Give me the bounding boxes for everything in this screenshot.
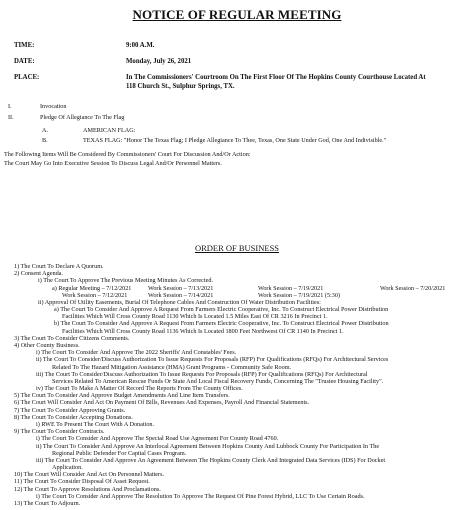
agenda-line: 4) Other County Business. — [14, 342, 80, 349]
texas-flag-pledge: TEXAS FLAG: "Honor The Texas Flag; I Pledge Allegiance To Thee, Texas, One State Under God, One And Indivisible." — [83, 137, 387, 144]
minutes-date: Work Session – 7/14/2021 — [148, 291, 214, 299]
agenda-line: b) The Court To Consider And Approve A Request From Farmers Electric Cooperative, Inc. To Construct Electrical Power Distribution — [54, 320, 389, 328]
american-flag: AMERICAN FLAG: — [83, 127, 136, 134]
agenda-line: Facilities Which Will Cross County Road 1136 Which Is Located 1800 Feet Northwest Of CR 1140 In Precinct 1. — [62, 327, 344, 335]
minutes-date: Work Session – 7/19/2021 — [258, 284, 324, 292]
letter-a: A. — [42, 127, 49, 134]
invocation: Invocation — [40, 103, 67, 110]
agenda-line: iii) The Court To Consider/Discuss Authorization To Issue Requests For Proposals (RFP) For Qualifications (RFQs) For Architectural — [36, 370, 368, 378]
minutes-date: Work Session – 7/13/2021 — [148, 284, 214, 292]
time-label: TIME: — [14, 42, 35, 49]
agenda-line: 10) The Court Will Consider And Act On Personnel Matters. — [14, 471, 165, 479]
agenda-line: 2) Consent Agenda. — [14, 270, 63, 278]
agenda-line: Regional Public Defender For Capital Cases Program. — [52, 449, 187, 457]
agenda-line: Facilities Which Will Cross County Road 1130 Which Is Located 1.5 Miles East Of CR 3216 In Precinct 1. — [62, 313, 328, 321]
agenda-line: Services Related To American Rescue Funds Or State And Local Fiscal Recovery Funds, Concerning The "Trustee Housing Facility". — [52, 377, 384, 385]
agenda-line: i) The Court To Approve The Previous Meeting Minutes As Corrected. — [38, 277, 214, 285]
pledge-heading: Pledge Of Allegiance To The Flag — [40, 114, 125, 121]
order-of-business-heading: ORDER OF BUSINESS — [194, 243, 280, 253]
agenda-line: ii) Approval Of Utility Easements, Burial Of Telephone Cables And Construction Of Water Distribution Facilities: — [38, 298, 321, 306]
minutes-date: a) Regular Meeting – 7/12/2021 — [52, 284, 132, 292]
intro-line-1: The Following Items Will Be Considered By Commissioners' Court For Discussion And/Or Action: — [4, 151, 251, 158]
minutes-date: Work Session – 7/12/2021 — [62, 291, 128, 299]
agenda-line: ii) The Court To Consider And Approve An Interlocal Agreement Between Hopkins County And Lubbock County For Participation In The — [36, 442, 380, 450]
agenda-line: 3) The Court To Consider Citizens Comments. — [14, 334, 130, 342]
agenda-line: iii) The Court To Consider And Approve An Agreement Between The Hopkins County Clerk And Integrated Data Services (IDS) For Docket — [36, 456, 386, 464]
place-line-1: In The Commissioners' Courtroom On The First Floor Of The Hopkins County Courthouse Located At — [126, 74, 426, 81]
agenda-line: a) The Court To Consider And Approve A Request From Farmers Electric Cooperative, Inc. To Construct Electrical Power Distribution — [54, 306, 389, 314]
date-label: DATE: — [14, 58, 35, 65]
document-title: NOTICE OF REGULAR MEETING — [132, 7, 342, 22]
date-value: Monday, July 26, 2021 — [126, 58, 192, 65]
agenda-line: 8) The Court To Consider Accepting Donations. — [14, 413, 133, 421]
agenda-line: 7) The Court To Consider Approving Grants. — [14, 406, 126, 414]
roman-ii: II. — [8, 114, 14, 121]
letter-b: B. — [42, 137, 48, 144]
intro-line-2: The Court May Go Into Executive Session To Discuss Legal And/Or Personnel Matters. — [4, 160, 222, 167]
agenda-line: Application. — [52, 464, 83, 472]
place-label: PLACE: — [14, 74, 40, 81]
time-value: 9:00 A.M. — [126, 42, 155, 49]
agenda-line: i) The Court To Consider And Approve The Resolution To Approve The Request Of Pine Forest Hybrid, LLC To Use Certain Roads. — [36, 492, 365, 500]
agenda-line: 9) The Court To Consider Contracts. — [14, 428, 105, 436]
agenda-line: 5) The Court To Consider And Approve Budget Amendments And Line Item Transfers. — [14, 392, 230, 400]
agenda-line: i) RWE To Present The Court With A Donation. — [36, 421, 155, 428]
agenda-line: iv) The Court To Make A Matter Of Record The Reports From The County Offices. — [36, 385, 243, 393]
agenda-line: 12) The Court To Approve Resolutions And Proclamations. — [14, 485, 161, 493]
agenda-line: 13) The Court To Adjourn. — [14, 500, 81, 507]
minutes-date: Work Session – 7/20/2021 — [380, 284, 446, 292]
agenda-line: 1) The Court To Declare A Quorum. — [14, 263, 104, 270]
agenda-line: i) The Court To Consider And Approve The 2022 Sheriffs' And Constables' Fees. — [36, 349, 237, 357]
roman-i: I. — [8, 103, 12, 110]
agenda-line: Related To The Hazard Mitigation Assistance (HMA) Grant Programs - Community Safe Room. — [52, 363, 292, 371]
place-line-2: 118 Church St., Sulphur Springs, TX. — [126, 83, 235, 90]
agenda-line: ii) The Court To Consider/Discuss Authorization To Issue Requests For Proposals (RFP) For Qualifications (RFQs) For Architectural Services — [36, 356, 389, 364]
minutes-date: Work Session – 7/19/2021 (5:30) — [258, 291, 340, 299]
agenda-line: i) The Court To Consider And Approve The Special Road Use Agreement For County Road 4760. — [36, 435, 279, 443]
agenda-line: 6) The Court Will Consider And Act On Payment Of Bills, Revenues And Expenses, Payroll And Financial Statements. — [14, 399, 310, 407]
agenda-line: 11) The Court To Consider Disposal Of Asset Request. — [14, 478, 150, 486]
